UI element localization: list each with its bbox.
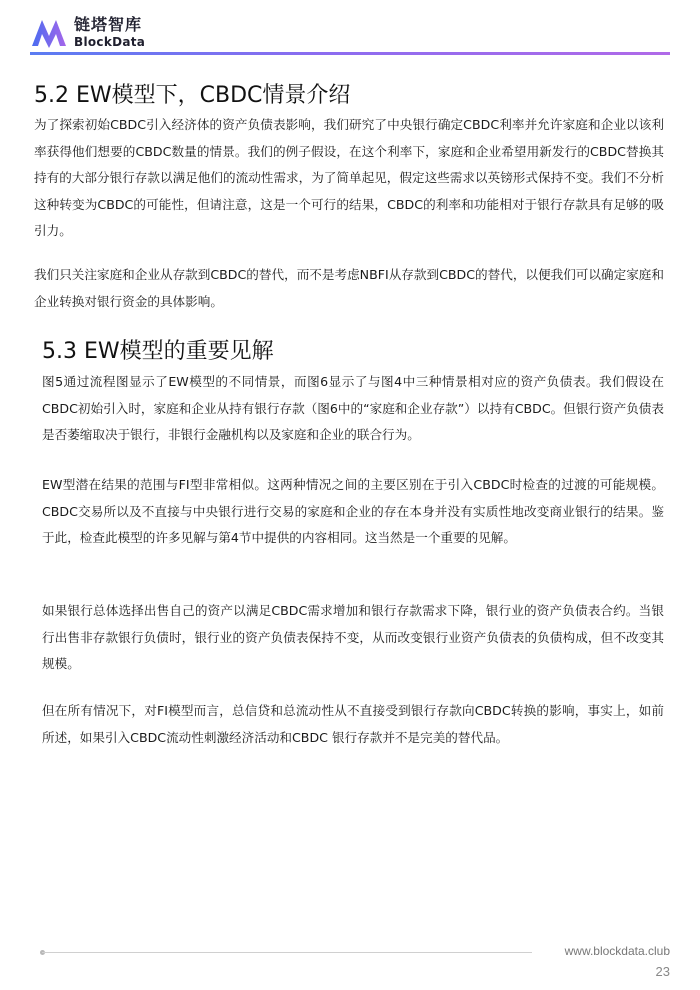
brand-name-en: BlockData bbox=[74, 34, 146, 49]
section-heading-5-2: 5.2 EW模型下，CBDC情景介绍 bbox=[34, 83, 351, 108]
brand bbox=[74, 14, 146, 49]
header-divider bbox=[30, 52, 670, 55]
brand-name-cn: 链塔智库 bbox=[74, 14, 143, 34]
paragraph: 图5通过流程图显示了EW模型的不同情景，而图6显示了与图4中三种情景相对应的资产负债表。我们假设在CBDC初始引入时，家庭和企业从持有银行存款（图6中的“家庭和企业存款”）以持有CBDC。但银行资产负债表是否萎缩取决于银行，非银行金融机构以及家庭和企业的联合行为。 bbox=[42, 374, 664, 442]
footer-url[interactable]: www.blockdata.club bbox=[564, 944, 670, 958]
paragraph: 我们只关注家庭和企业从存款到CBDC的替代，而不是考虑NBFI从存款到CBDC的替代，以便我们可以确定家庭和企业转换对银行资金的具体影响。 bbox=[34, 267, 664, 309]
paragraph: 为了探索初始CBDC引入经济体的资产负债表影响，我们研究了中央银行确定CBDC利率并允许家庭和企业以该利率获得他们想要的CBDC数量的情景。我们的例子假设，在这个利率下，家庭和企业希望用新发行的CBDC替换其持有的大部分银行存款以满足他们的流动性需求，为了简单起见，假定这些需求以英镑形式保持不变。我们不分析这种转变为CBDC的可能性，但请注意，这是一个可行的结果，CBDC的利率和功能相对于银行存款具有足够的吸引力。 bbox=[34, 117, 664, 238]
paragraph: 但在所有情况下，对FI模型而言，总信贷和总流动性从不直接受到银行存款向CBDC转换的影响，事实上，如前所述，如果引入CBDC流动性刺激经济活动和CBDC 银行存款并不是完美的替代品。 bbox=[42, 703, 664, 745]
paragraph: EW型潜在结果的范围与FI型非常相似。这两种情况之间的主要区别在于引入CBDC时检查的过渡的可能规模。CBDC交易所以及不直接与中央银行进行交易的家庭和企业的存在本身并没有实质性地改变商业银行的结果。鉴于此，检查此模型的许多见解与第4节中提供的内容相同。这当然是一个重要的见解。 bbox=[42, 477, 664, 545]
section-heading-5-3: 5.3 EW模型的重要见解 bbox=[42, 339, 274, 364]
page-number: 23 bbox=[655, 964, 670, 979]
blockdata-logo-icon bbox=[30, 16, 68, 48]
footer-divider bbox=[42, 952, 532, 953]
header bbox=[30, 14, 145, 50]
paragraph: 如果银行总体选择出售自己的资产以满足CBDC需求增加和银行存款需求下降，银行业的资产负债表合约。当银行出售非存款银行负债时，银行业的资产负债表保持不变，从而改变银行业资产负债表的负债构成，但不改变其规模。 bbox=[42, 603, 664, 671]
